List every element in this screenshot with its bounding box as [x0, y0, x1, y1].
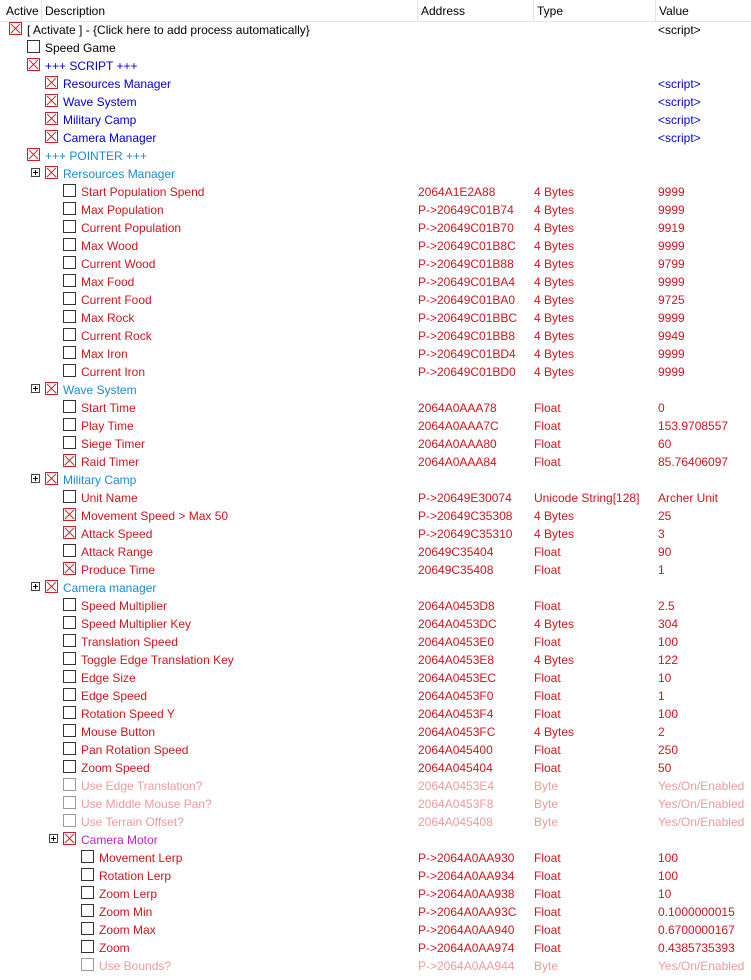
type-cell[interactable]: 4 Bytes — [534, 239, 575, 253]
active-checkbox[interactable] — [81, 886, 94, 899]
address-cell[interactable]: P->2064A0AA938 — [418, 887, 515, 901]
value-cell[interactable]: 0.1000000015 — [658, 905, 735, 919]
active-checkbox[interactable] — [45, 112, 58, 125]
description-cell[interactable]: Raid Timer — [81, 455, 140, 469]
value-cell[interactable]: 9999 — [658, 311, 685, 325]
description-cell[interactable]: Wave System — [63, 383, 137, 397]
value-cell[interactable]: 9919 — [658, 221, 685, 235]
active-checkbox[interactable] — [63, 328, 76, 341]
address-cell[interactable]: 2064A1E2A88 — [418, 185, 496, 199]
type-cell[interactable]: 4 Bytes — [534, 311, 575, 325]
table-row[interactable] — [0, 21, 751, 39]
table-row[interactable] — [0, 201, 751, 219]
description-cell[interactable]: Zoom Speed — [81, 761, 150, 775]
table-row[interactable] — [0, 759, 751, 777]
table-row[interactable] — [0, 309, 751, 327]
value-cell[interactable]: 1 — [658, 689, 665, 703]
description-cell[interactable]: Toggle Edge Translation Key — [81, 653, 234, 667]
type-cell[interactable]: Float — [534, 545, 561, 559]
table-row[interactable] — [0, 777, 751, 795]
address-cell[interactable]: 2064A0AAA78 — [418, 401, 497, 415]
address-cell[interactable]: P->2064A0AA974 — [418, 941, 515, 955]
description-cell[interactable]: Speed Multiplier — [81, 599, 168, 613]
table-row[interactable] — [0, 579, 751, 597]
value-cell[interactable]: 100 — [658, 635, 679, 649]
value-cell[interactable]: 9999 — [658, 347, 685, 361]
address-cell[interactable]: 2064A0453E8 — [418, 653, 495, 667]
description-cell[interactable]: Edge Size — [81, 671, 136, 685]
description-cell[interactable]: Speed Multiplier Key — [81, 617, 192, 631]
active-checkbox[interactable] — [63, 238, 76, 251]
address-cell[interactable]: P->2064A0AA930 — [418, 851, 515, 865]
address-cell[interactable]: P->2064A0AA940 — [418, 923, 515, 937]
active-checkbox[interactable] — [63, 454, 76, 467]
address-cell[interactable]: P->20649C01BD0 — [418, 365, 516, 379]
address-cell[interactable]: 2064A0453EC — [418, 671, 497, 685]
description-cell[interactable]: Camera Motor — [81, 833, 158, 847]
active-checkbox[interactable] — [81, 922, 94, 935]
type-cell[interactable]: Float — [534, 563, 561, 577]
active-checkbox[interactable] — [81, 850, 94, 863]
table-row[interactable] — [0, 237, 751, 255]
header-divider[interactable] — [533, 0, 534, 22]
description-cell[interactable]: Start Population Spend — [81, 185, 205, 199]
table-row[interactable] — [0, 57, 751, 75]
table-row[interactable] — [0, 255, 751, 273]
type-cell[interactable]: 4 Bytes — [534, 275, 575, 289]
address-cell[interactable]: 20649C35404 — [418, 545, 494, 559]
type-cell[interactable]: Float — [534, 851, 561, 865]
table-row[interactable] — [0, 795, 751, 813]
active-checkbox[interactable] — [63, 184, 76, 197]
type-cell[interactable]: Byte — [534, 779, 559, 793]
table-row[interactable] — [0, 507, 751, 525]
active-checkbox[interactable] — [45, 382, 58, 395]
address-cell[interactable]: P->2064A0AA93C — [418, 905, 517, 919]
table-row[interactable] — [0, 867, 751, 885]
active-checkbox[interactable] — [63, 796, 76, 809]
description-cell[interactable]: Max Wood — [81, 239, 139, 253]
description-cell[interactable]: Rotation Lerp — [99, 869, 172, 883]
description-cell[interactable]: [ Activate ] - {Click here to add process automatically} — [27, 23, 310, 37]
address-cell[interactable]: P->20649C01BD4 — [418, 347, 516, 361]
description-cell[interactable]: Zoom Lerp — [99, 887, 158, 901]
address-cell[interactable]: P->20649C35308 — [418, 509, 513, 523]
address-cell[interactable]: P->20649C01B8C — [418, 239, 516, 253]
value-cell[interactable]: <script> — [658, 95, 701, 109]
active-checkbox[interactable] — [27, 40, 40, 53]
active-checkbox[interactable] — [45, 130, 58, 143]
address-cell[interactable]: P->20649C01BA4 — [418, 275, 516, 289]
value-cell[interactable]: <script> — [658, 113, 701, 127]
description-cell[interactable]: Current Food — [81, 293, 152, 307]
address-cell[interactable]: P->20649C01BA0 — [418, 293, 516, 307]
description-cell[interactable]: Zoom Max — [99, 923, 156, 937]
expand-toggle-icon[interactable] — [31, 474, 40, 483]
description-cell[interactable]: Play Time — [81, 419, 134, 433]
description-cell[interactable]: Rersources Manager — [63, 167, 176, 181]
value-cell[interactable]: 9999 — [658, 203, 685, 217]
value-cell[interactable]: 90 — [658, 545, 672, 559]
address-cell[interactable]: 2064A045400 — [418, 743, 493, 757]
active-checkbox[interactable] — [63, 814, 76, 827]
value-cell[interactable]: 10 — [658, 887, 672, 901]
active-checkbox[interactable] — [45, 472, 58, 485]
type-cell[interactable]: Float — [534, 761, 561, 775]
description-cell[interactable]: Attack Speed — [81, 527, 153, 541]
active-checkbox[interactable] — [63, 778, 76, 791]
table-row[interactable] — [0, 939, 751, 957]
value-cell[interactable]: 1 — [658, 563, 665, 577]
description-cell[interactable]: Movement Speed > Max 50 — [81, 509, 229, 523]
header-divider[interactable] — [417, 0, 418, 22]
address-cell[interactable]: 2064A045408 — [418, 815, 493, 829]
table-row[interactable] — [0, 813, 751, 831]
active-checkbox[interactable] — [63, 688, 76, 701]
type-cell[interactable]: 4 Bytes — [534, 329, 575, 343]
value-cell[interactable]: 9999 — [658, 275, 685, 289]
active-checkbox[interactable] — [63, 562, 76, 575]
type-cell[interactable]: Float — [534, 743, 561, 757]
type-cell[interactable]: Float — [534, 635, 561, 649]
address-cell[interactable]: P->20649C01BBC — [418, 311, 518, 325]
description-cell[interactable]: Max Population — [81, 203, 164, 217]
header-divider[interactable] — [655, 0, 656, 22]
value-cell[interactable]: 250 — [658, 743, 679, 757]
address-cell[interactable]: 2064A0453F4 — [418, 707, 494, 721]
address-cell[interactable]: 2064A0AAA7C — [418, 419, 499, 433]
address-cell[interactable]: 2064A0453D8 — [418, 599, 495, 613]
value-cell[interactable]: 25 — [658, 509, 672, 523]
value-cell[interactable]: 9799 — [658, 257, 685, 271]
active-checkbox[interactable] — [63, 760, 76, 773]
expand-toggle-icon[interactable] — [31, 582, 40, 591]
table-row[interactable] — [0, 273, 751, 291]
type-cell[interactable]: Float — [534, 707, 561, 721]
type-cell[interactable]: Float — [534, 689, 561, 703]
description-cell[interactable]: Military Camp — [63, 113, 137, 127]
description-cell[interactable]: Mouse Button — [81, 725, 156, 739]
table-row[interactable] — [0, 669, 751, 687]
type-cell[interactable]: Float — [534, 455, 561, 469]
description-cell[interactable]: Use Middle Mouse Pan? — [81, 797, 212, 811]
table-row[interactable] — [0, 147, 751, 165]
active-checkbox[interactable] — [9, 22, 22, 35]
header-divider[interactable] — [41, 0, 42, 22]
type-cell[interactable]: 4 Bytes — [534, 509, 575, 523]
active-checkbox[interactable] — [63, 346, 76, 359]
description-cell[interactable]: Start Time — [81, 401, 136, 415]
table-row[interactable] — [0, 705, 751, 723]
description-cell[interactable]: Use Terrain Offset? — [81, 815, 184, 829]
active-checkbox[interactable] — [63, 202, 76, 215]
address-cell[interactable]: P->20649C01B88 — [418, 257, 514, 271]
value-cell[interactable]: 122 — [658, 653, 679, 667]
type-cell[interactable]: Float — [534, 419, 561, 433]
header-active[interactable]: Active — [6, 4, 39, 18]
description-cell[interactable]: Siege Timer — [81, 437, 146, 451]
value-cell[interactable]: 50 — [658, 761, 672, 775]
active-checkbox[interactable] — [45, 76, 58, 89]
description-cell[interactable]: Max Rock — [81, 311, 135, 325]
table-row[interactable] — [0, 525, 751, 543]
table-row[interactable] — [0, 291, 751, 309]
active-checkbox[interactable] — [27, 58, 40, 71]
description-cell[interactable]: Rotation Speed Y — [81, 707, 175, 721]
table-row[interactable] — [0, 903, 751, 921]
value-cell[interactable]: 100 — [658, 851, 679, 865]
table-row[interactable] — [0, 381, 751, 399]
description-cell[interactable]: Translation Speed — [81, 635, 178, 649]
value-cell[interactable]: 9999 — [658, 239, 685, 253]
active-checkbox[interactable] — [81, 868, 94, 881]
value-cell[interactable]: Yes/On/Enabled — [658, 815, 745, 829]
value-cell[interactable]: 9999 — [658, 365, 685, 379]
table-row[interactable] — [0, 399, 751, 417]
description-cell[interactable]: Attack Range — [81, 545, 154, 559]
type-cell[interactable]: 4 Bytes — [534, 527, 575, 541]
type-cell[interactable]: 4 Bytes — [534, 293, 575, 307]
table-row[interactable] — [0, 93, 751, 111]
description-cell[interactable]: Current Iron — [81, 365, 146, 379]
active-checkbox[interactable] — [63, 292, 76, 305]
address-cell[interactable]: 2064A0453FC — [418, 725, 496, 739]
table-row[interactable] — [0, 561, 751, 579]
active-checkbox[interactable] — [63, 220, 76, 233]
active-checkbox[interactable] — [63, 310, 76, 323]
table-row[interactable] — [0, 651, 751, 669]
description-cell[interactable]: Current Rock — [81, 329, 152, 343]
table-row[interactable] — [0, 957, 751, 975]
header-type[interactable]: Type — [537, 4, 564, 18]
description-cell[interactable]: Military Camp — [63, 473, 137, 487]
table-row[interactable] — [0, 183, 751, 201]
active-checkbox[interactable] — [81, 958, 94, 971]
table-row[interactable] — [0, 489, 751, 507]
table-row[interactable] — [0, 831, 751, 849]
address-cell[interactable]: 2064A0453F8 — [418, 797, 494, 811]
description-cell[interactable]: Unit Name — [81, 491, 138, 505]
type-cell[interactable]: 4 Bytes — [534, 185, 575, 199]
active-checkbox[interactable] — [63, 670, 76, 683]
address-cell[interactable]: 2064A045404 — [418, 761, 493, 775]
value-cell[interactable]: 9999 — [658, 185, 685, 199]
type-cell[interactable]: Byte — [534, 797, 559, 811]
header-address[interactable]: Address — [421, 4, 466, 18]
address-cell[interactable]: P->20649C35310 — [418, 527, 513, 541]
active-checkbox[interactable] — [45, 580, 58, 593]
value-cell[interactable]: 304 — [658, 617, 679, 631]
description-cell[interactable]: +++ POINTER +++ — [45, 149, 148, 163]
type-cell[interactable]: Float — [534, 401, 561, 415]
value-cell[interactable]: 9725 — [658, 293, 685, 307]
active-checkbox[interactable] — [63, 832, 76, 845]
active-checkbox[interactable] — [63, 742, 76, 755]
description-cell[interactable]: Camera manager — [63, 581, 157, 595]
type-cell[interactable]: Float — [534, 437, 561, 451]
active-checkbox[interactable] — [63, 706, 76, 719]
address-cell[interactable]: P->20649C01B74 — [418, 203, 514, 217]
description-cell[interactable]: Movement Lerp — [99, 851, 183, 865]
address-cell[interactable]: P->2064A0AA944 — [418, 959, 515, 973]
table-row[interactable] — [0, 111, 751, 129]
description-cell[interactable]: Speed Game — [45, 41, 116, 55]
type-cell[interactable]: Unicode String[128] — [534, 491, 640, 505]
table-row[interactable] — [0, 687, 751, 705]
address-cell[interactable]: 2064A0AAA80 — [418, 437, 497, 451]
description-cell[interactable]: Max Food — [81, 275, 135, 289]
table-row[interactable] — [0, 219, 751, 237]
type-cell[interactable]: Byte — [534, 815, 559, 829]
value-cell[interactable]: 2 — [658, 725, 665, 739]
table-row[interactable] — [0, 453, 751, 471]
value-cell[interactable]: <script> — [658, 131, 701, 145]
header-description[interactable]: Description — [45, 4, 106, 18]
type-cell[interactable]: Float — [534, 671, 561, 685]
description-cell[interactable]: Produce Time — [81, 563, 156, 577]
table-row[interactable] — [0, 129, 751, 147]
value-cell[interactable]: <script> — [658, 23, 701, 37]
type-cell[interactable]: 4 Bytes — [534, 221, 575, 235]
address-cell[interactable]: P->20649E30074 — [418, 491, 512, 505]
value-cell[interactable]: Yes/On/Enabled — [658, 797, 745, 811]
table-row[interactable] — [0, 363, 751, 381]
value-cell[interactable]: Yes/On/Enabled — [658, 959, 745, 973]
active-checkbox[interactable] — [63, 256, 76, 269]
table-row[interactable] — [0, 921, 751, 939]
active-checkbox[interactable] — [45, 94, 58, 107]
type-cell[interactable]: Float — [534, 941, 561, 955]
table-row[interactable] — [0, 633, 751, 651]
table-row[interactable] — [0, 741, 751, 759]
active-checkbox[interactable] — [63, 508, 76, 521]
address-cell[interactable]: 2064A0453F0 — [418, 689, 494, 703]
type-cell[interactable]: Float — [534, 923, 561, 937]
table-row[interactable] — [0, 849, 751, 867]
type-cell[interactable]: 4 Bytes — [534, 203, 575, 217]
description-cell[interactable]: Pan Rotation Speed — [81, 743, 189, 757]
active-checkbox[interactable] — [63, 598, 76, 611]
expand-toggle-icon[interactable] — [49, 834, 58, 843]
description-cell[interactable]: Zoom — [99, 941, 130, 955]
active-checkbox[interactable] — [63, 634, 76, 647]
value-cell[interactable]: 60 — [658, 437, 672, 451]
table-row[interactable] — [0, 165, 751, 183]
type-cell[interactable]: Float — [534, 887, 561, 901]
value-cell[interactable]: 3 — [658, 527, 665, 541]
address-cell[interactable]: P->20649C01BB8 — [418, 329, 516, 343]
value-cell[interactable]: 100 — [658, 869, 679, 883]
type-cell[interactable]: 4 Bytes — [534, 617, 575, 631]
active-checkbox[interactable] — [63, 526, 76, 539]
active-checkbox[interactable] — [63, 418, 76, 431]
type-cell[interactable]: Byte — [534, 959, 559, 973]
active-checkbox[interactable] — [63, 490, 76, 503]
address-cell[interactable]: P->20649C01B70 — [418, 221, 514, 235]
address-cell[interactable]: 20649C35408 — [418, 563, 494, 577]
active-checkbox[interactable] — [81, 904, 94, 917]
address-cell[interactable]: 2064A0453E4 — [418, 779, 495, 793]
active-checkbox[interactable] — [63, 544, 76, 557]
type-cell[interactable]: 4 Bytes — [534, 653, 575, 667]
table-row[interactable] — [0, 597, 751, 615]
table-row[interactable] — [0, 435, 751, 453]
description-cell[interactable]: +++ SCRIPT +++ — [45, 59, 138, 73]
type-cell[interactable]: 4 Bytes — [534, 365, 575, 379]
active-checkbox[interactable] — [63, 436, 76, 449]
type-cell[interactable]: 4 Bytes — [534, 725, 575, 739]
table-row[interactable] — [0, 75, 751, 93]
type-cell[interactable]: 4 Bytes — [534, 257, 575, 271]
value-cell[interactable]: Archer Unit — [658, 491, 719, 505]
table-row[interactable] — [0, 39, 751, 57]
header-value[interactable]: Value — [659, 4, 689, 18]
expand-toggle-icon[interactable] — [31, 384, 40, 393]
type-cell[interactable]: 4 Bytes — [534, 347, 575, 361]
table-row[interactable] — [0, 543, 751, 561]
value-cell[interactable]: Yes/On/Enabled — [658, 779, 745, 793]
active-checkbox[interactable] — [45, 166, 58, 179]
active-checkbox[interactable] — [81, 940, 94, 953]
address-cell[interactable]: 2064A0AAA84 — [418, 455, 497, 469]
expand-toggle-icon[interactable] — [31, 168, 40, 177]
type-cell[interactable]: Float — [534, 869, 561, 883]
description-cell[interactable]: Resources Manager — [63, 77, 172, 91]
table-row[interactable] — [0, 345, 751, 363]
value-cell[interactable]: 0.6700000167 — [658, 923, 735, 937]
description-cell[interactable]: Wave System — [63, 95, 137, 109]
value-cell[interactable]: 100 — [658, 707, 679, 721]
type-cell[interactable]: Float — [534, 599, 561, 613]
value-cell[interactable]: 153.9708557 — [658, 419, 729, 433]
active-checkbox[interactable] — [63, 616, 76, 629]
description-cell[interactable]: Zoom Min — [99, 905, 153, 919]
table-header — [0, 0, 751, 22]
active-checkbox[interactable] — [63, 274, 76, 287]
value-cell[interactable]: 0 — [658, 401, 665, 415]
table-row[interactable] — [0, 417, 751, 435]
table-row[interactable] — [0, 723, 751, 741]
value-cell[interactable]: 0.4385735393 — [658, 941, 735, 955]
address-cell[interactable]: 2064A0453DC — [418, 617, 497, 631]
active-checkbox[interactable] — [63, 400, 76, 413]
description-cell[interactable]: Use Edge Translation? — [81, 779, 203, 793]
active-checkbox[interactable] — [63, 364, 76, 377]
description-cell[interactable]: Current Wood — [81, 257, 156, 271]
description-cell[interactable]: Max Iron — [81, 347, 128, 361]
description-cell[interactable]: Current Population — [81, 221, 182, 235]
table-row[interactable] — [0, 885, 751, 903]
table-row[interactable] — [0, 615, 751, 633]
value-cell[interactable]: 2.5 — [658, 599, 675, 613]
table-row[interactable] — [0, 471, 751, 489]
value-cell[interactable]: 85.76406097 — [658, 455, 729, 469]
description-cell[interactable]: Camera Manager — [63, 131, 157, 145]
value-cell[interactable]: 9949 — [658, 329, 685, 343]
address-cell[interactable]: 2064A0453E0 — [418, 635, 495, 649]
active-checkbox[interactable] — [63, 652, 76, 665]
description-cell[interactable]: Use Bounds? — [99, 959, 172, 973]
value-cell[interactable]: <script> — [658, 77, 701, 91]
description-cell[interactable]: Edge Speed — [81, 689, 148, 703]
table-row[interactable] — [0, 327, 751, 345]
value-cell[interactable]: 10 — [658, 671, 672, 685]
active-checkbox[interactable] — [27, 148, 40, 161]
active-checkbox[interactable] — [63, 724, 76, 737]
type-cell[interactable]: Float — [534, 905, 561, 919]
address-cell[interactable]: P->2064A0AA934 — [418, 869, 515, 883]
